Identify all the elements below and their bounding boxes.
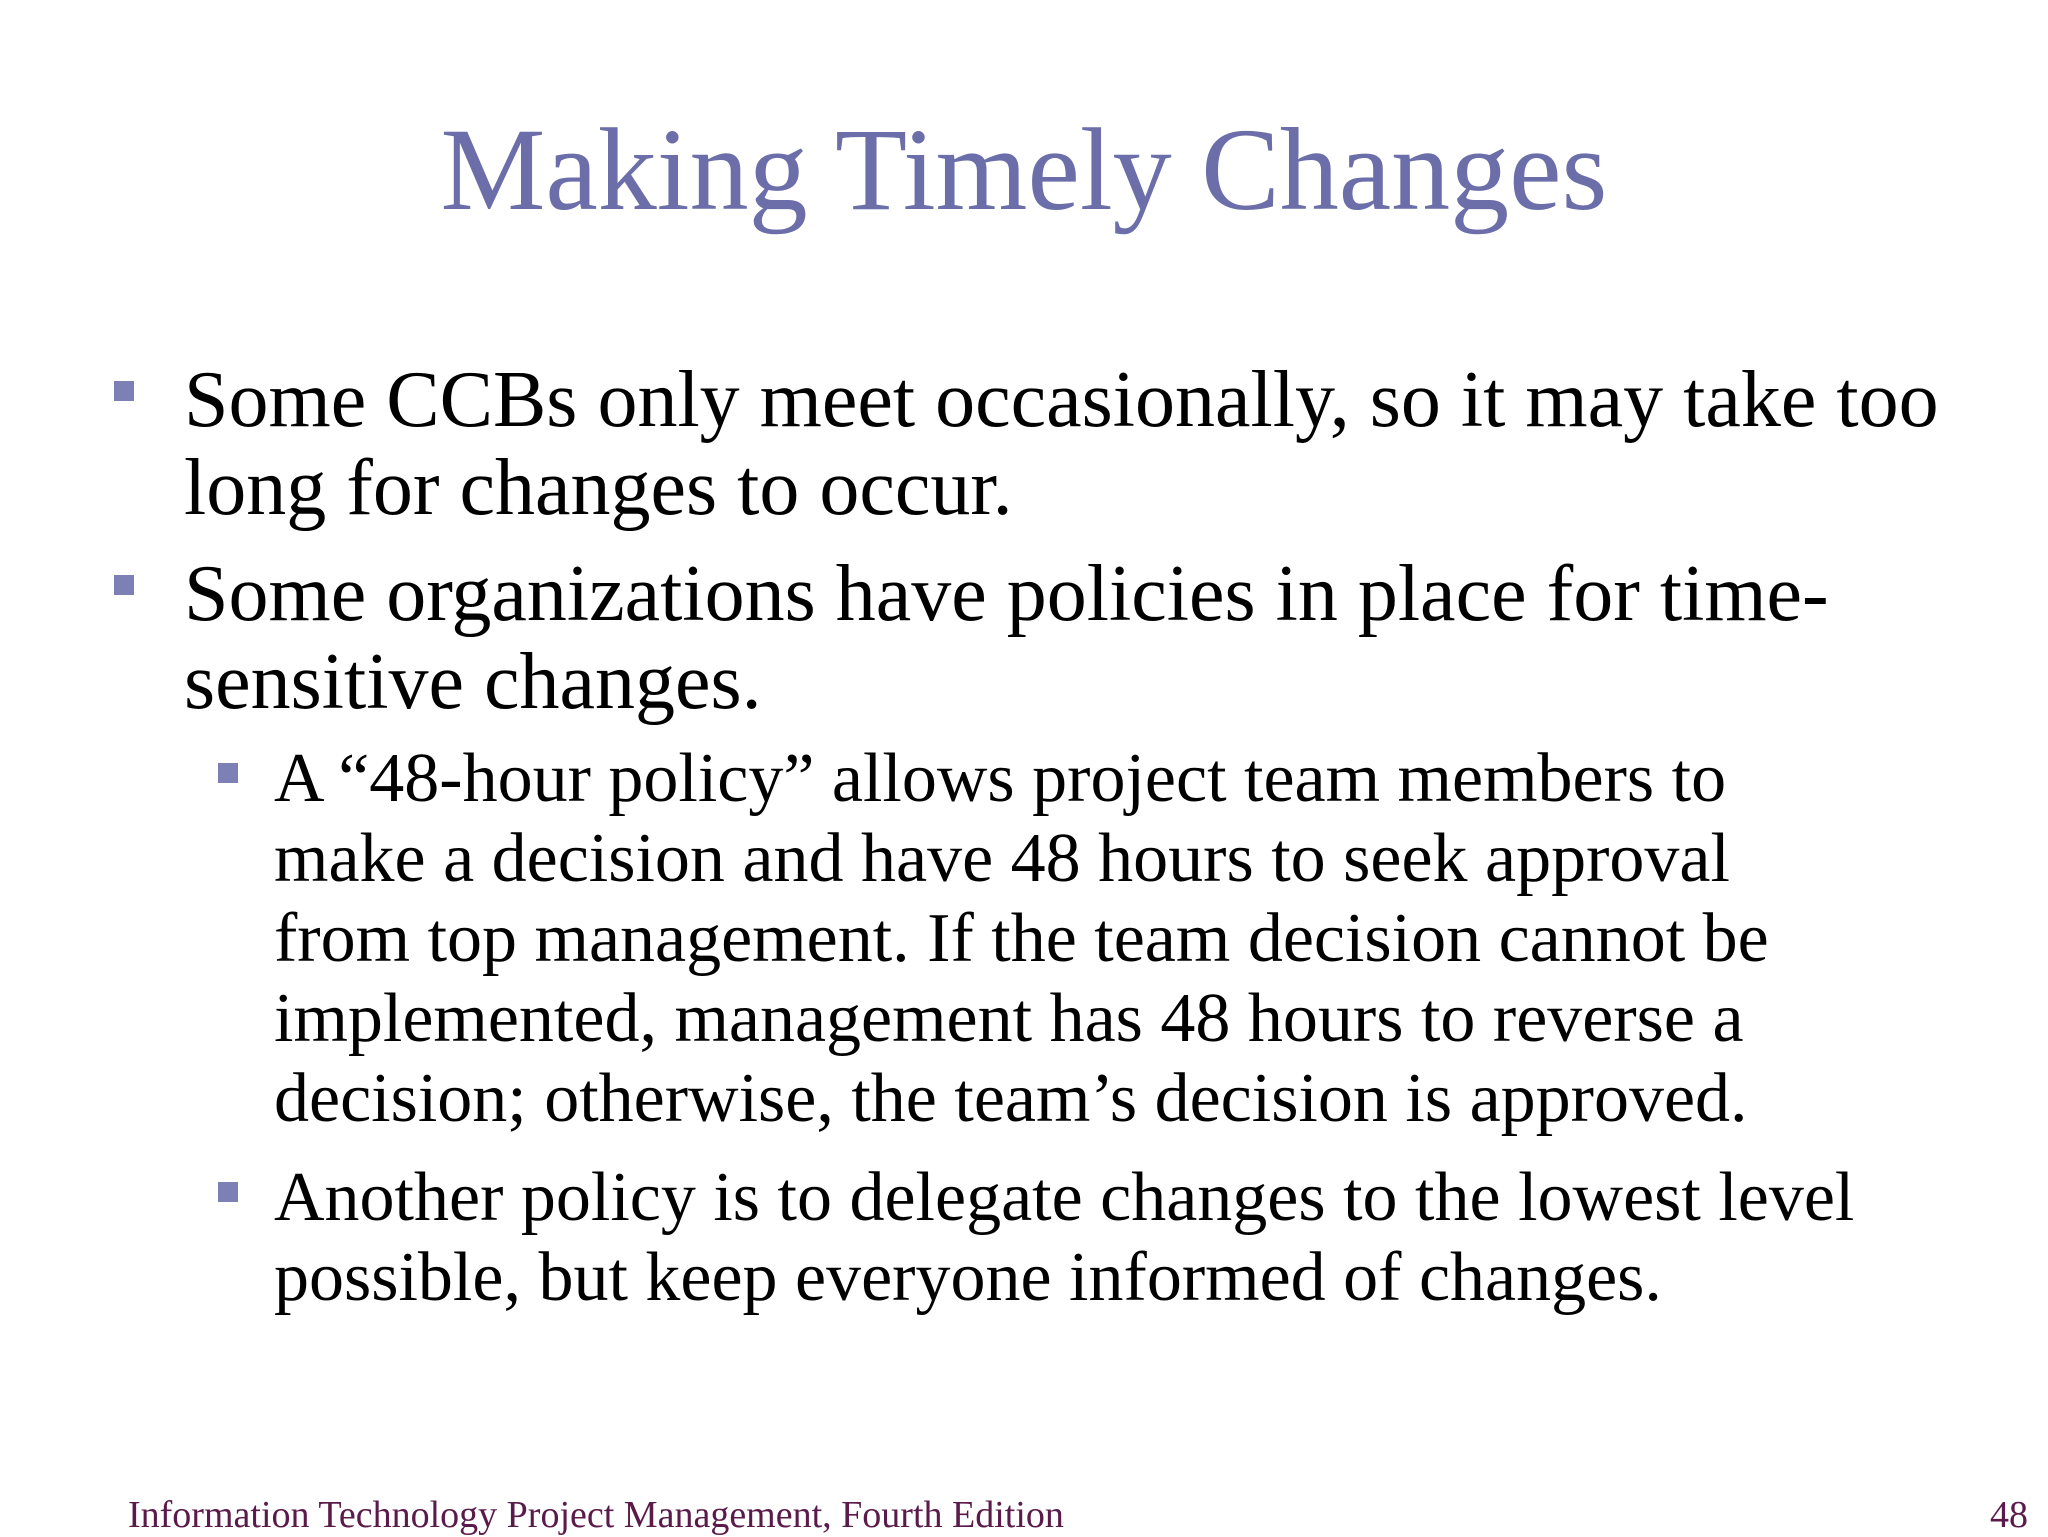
- bullet-2-line-1: Some organizations have policies in place for time-: [184, 550, 1829, 638]
- sub-bullet-1-line-5: decision; otherwise, the team’s decision is approved.: [274, 1060, 1748, 1137]
- bullet-2-line-2: sensitive changes.: [184, 638, 762, 726]
- sub-bullet-2-line-2: possible, but keep everyone informed of changes.: [274, 1239, 1662, 1316]
- square-bullet-icon: [114, 575, 134, 595]
- sub-bullet-1-line-2: make a decision and have 48 hours to seek approval: [274, 820, 1730, 897]
- bullet-1-line-1: Some CCBs only meet occasionally, so it may take too: [184, 356, 1939, 444]
- square-bullet-icon: [218, 1182, 238, 1202]
- sub-bullet-1-line-1: A “48-hour policy” allows project team members to: [274, 740, 1727, 817]
- sub-bullet-1-line-4: implemented, management has 48 hours to reverse a: [274, 980, 1744, 1057]
- slide-title: Making Timely Changes: [440, 104, 1608, 235]
- footer-source: Information Technology Project Management, Fourth Edition: [128, 1494, 1064, 1536]
- bullet-1-line-2: long for changes to occur.: [184, 444, 1013, 532]
- sub-bullet-1-line-3: from top management. If the team decision cannot be: [274, 900, 1769, 977]
- page-number: 48: [1990, 1494, 2028, 1536]
- square-bullet-icon: [114, 381, 134, 401]
- square-bullet-icon: [218, 763, 238, 783]
- sub-bullet-2-line-1: Another policy is to delegate changes to the lowest level: [274, 1159, 1855, 1236]
